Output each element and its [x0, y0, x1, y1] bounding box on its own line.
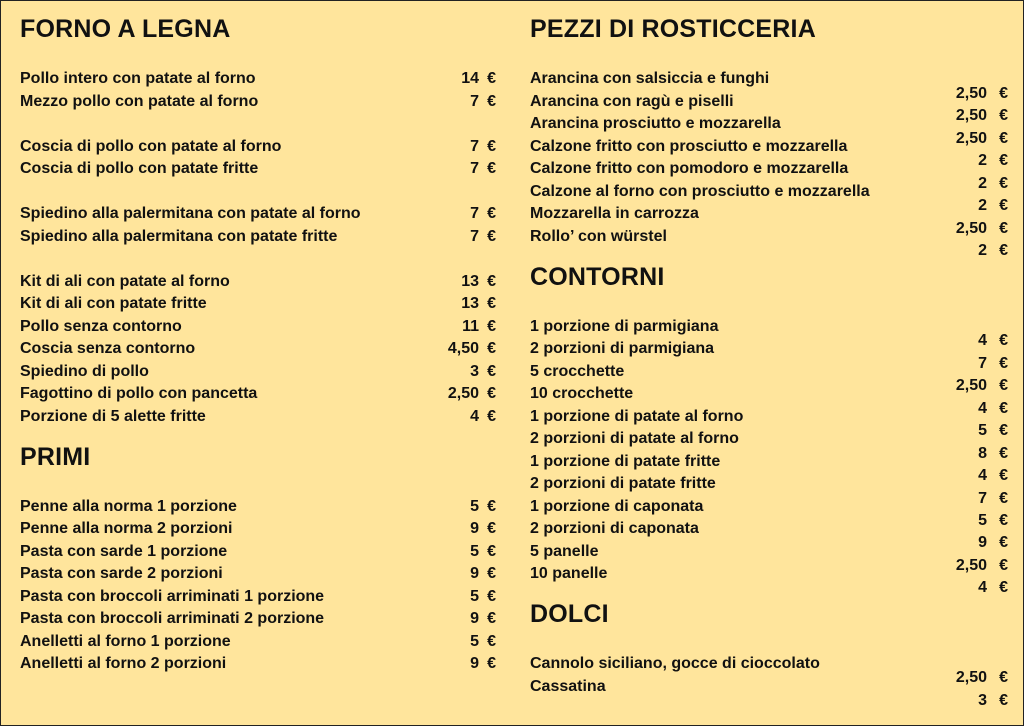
item-name: Kit di ali con patate al forno [20, 273, 230, 290]
item-name: Pollo intero con patate al forno [20, 70, 256, 87]
item-price: 7 € [978, 355, 1008, 372]
item-price: 4 € [470, 408, 496, 425]
menu-item [20, 158, 496, 180]
menu-item [20, 271, 496, 293]
item-price: 2 € [978, 175, 1008, 192]
item-name: 5 crocchette [530, 363, 625, 380]
item-price: 7 € [470, 205, 496, 222]
section-title-primi: PRIMI [20, 443, 91, 471]
menu-item [20, 293, 496, 315]
item-name: 10 panelle [530, 565, 608, 582]
menu-item [20, 316, 496, 338]
item-price: 4,50 € [447, 340, 496, 357]
item-name: 2 porzioni di patate fritte [530, 475, 716, 492]
menu-item [20, 203, 496, 225]
item-price: 13 € [461, 295, 496, 312]
item-price: 9 € [978, 534, 1008, 551]
item-price: 5 € [978, 422, 1008, 439]
item-price: 4 € [978, 467, 1008, 484]
item-price: 5 € [470, 543, 496, 560]
item-price: 2,50 € [955, 220, 1008, 237]
menu-item [20, 361, 496, 383]
menu-item [20, 653, 496, 675]
item-price: 2,50 € [955, 377, 1008, 394]
section-title-forno: FORNO A LEGNA [20, 15, 231, 43]
item-price: 9 € [470, 565, 496, 582]
item-name: Calzone fritto con prosciutto e mozzarella [530, 138, 848, 155]
item-price: 2,50 € [955, 107, 1008, 124]
menu-item [20, 338, 496, 360]
item-name: Calzone al forno con prosciutto e mozzarella [530, 183, 870, 200]
item-name: Coscia di pollo con patate al forno [20, 138, 282, 155]
item-price: 4 € [978, 579, 1008, 596]
menu-item [20, 563, 496, 585]
item-price: 8 € [978, 445, 1008, 462]
menu-item [20, 541, 496, 563]
item-name: Calzone fritto con pomodoro e mozzarella [530, 160, 849, 177]
menu-item [20, 608, 496, 630]
section-title-dolci: DOLCI [530, 600, 609, 628]
menu-item [20, 496, 496, 518]
item-price: 9 € [470, 610, 496, 627]
item-price: 7 € [470, 138, 496, 155]
item-name: Cannolo siciliano, gocce di cioccolato [530, 655, 820, 672]
item-name: Anelletti al forno 2 porzioni [20, 655, 227, 672]
item-name: Mezzo pollo con patate al forno [20, 93, 259, 110]
item-name: 1 porzione di caponata [530, 498, 704, 515]
item-price: 7 € [470, 160, 496, 177]
item-name: 5 panelle [530, 543, 599, 560]
item-name: 1 porzione di patate al forno [530, 408, 744, 425]
item-name: 2 porzioni di patate al forno [530, 430, 739, 447]
item-price: 5 € [470, 633, 496, 650]
item-name: Mozzarella in carrozza [530, 205, 699, 222]
menu-item [20, 91, 496, 113]
item-price: 9 € [470, 520, 496, 537]
item-price: 7 € [978, 490, 1008, 507]
item-name: Pasta con broccoli arriminati 1 porzione [20, 588, 325, 605]
menu-item [20, 383, 496, 405]
item-name: Spiedino alla palermitana con patate al forno [20, 205, 361, 222]
item-price: 2,50 € [447, 385, 496, 402]
item-name: Spiedino alla palermitana con patate fritte [20, 228, 338, 245]
item-price: 2,50 € [955, 85, 1008, 102]
item-name: Pollo senza contorno [20, 318, 182, 335]
menu-item [20, 68, 496, 90]
item-name: Coscia senza contorno [20, 340, 196, 357]
item-price: 2,50 € [955, 557, 1008, 574]
item-name: Arancina con salsiccia e funghi [530, 70, 770, 87]
item-name: 2 porzioni di parmigiana [530, 340, 715, 357]
menu-item [20, 518, 496, 540]
menu-item [20, 226, 496, 248]
item-name: Anelletti al forno 1 porzione [20, 633, 231, 650]
item-name: Arancina con ragù e piselli [530, 93, 734, 110]
item-name: Penne alla norma 2 porzioni [20, 520, 233, 537]
item-price: 3 € [470, 363, 496, 380]
item-price: 9 € [470, 655, 496, 672]
item-name: Cassatina [530, 678, 606, 695]
item-price: 7 € [470, 93, 496, 110]
item-price: 2,50 € [955, 669, 1008, 686]
item-price: 2 € [978, 197, 1008, 214]
item-name: Arancina prosciutto e mozzarella [530, 115, 781, 132]
item-name: Porzione di 5 alette fritte [20, 408, 206, 425]
item-name: Pasta con sarde 2 porzioni [20, 565, 223, 582]
item-name: Rollo’ con würstel [530, 228, 667, 245]
item-name: 2 porzioni di caponata [530, 520, 699, 537]
item-price: 5 € [978, 512, 1008, 529]
item-price: 7 € [470, 228, 496, 245]
item-price: 11 € [462, 318, 496, 335]
item-name: 1 porzione di parmigiana [530, 318, 719, 335]
item-name: Pasta con sarde 1 porzione [20, 543, 228, 560]
item-price: 2 € [978, 152, 1008, 169]
item-name: Pasta con broccoli arriminati 2 porzione [20, 610, 325, 627]
menu-item [20, 406, 496, 428]
item-name: Spiedino di pollo [20, 363, 149, 380]
item-price: 2,50 € [955, 130, 1008, 147]
menu-item [20, 586, 496, 608]
item-price: 13 € [461, 273, 496, 290]
item-price: 4 € [978, 332, 1008, 349]
section-title-rosticceria: PEZZI DI ROSTICCERIA [530, 15, 816, 43]
menu-item [20, 136, 496, 158]
item-price: 5 € [470, 498, 496, 515]
item-name: Penne alla norma 1 porzione [20, 498, 237, 515]
item-name: Coscia di pollo con patate fritte [20, 160, 259, 177]
item-price: 5 € [470, 588, 496, 605]
item-name: Kit di ali con patate fritte [20, 295, 207, 312]
item-name: Fagottino di pollo con pancetta [20, 385, 258, 402]
item-price: 14 € [461, 70, 496, 87]
item-name: 1 porzione di patate fritte [530, 453, 721, 470]
menu-item [20, 631, 496, 653]
item-name: 10 crocchette [530, 385, 634, 402]
item-price: 2 € [978, 242, 1008, 259]
item-price: 3 € [978, 692, 1008, 709]
section-title-contorni: CONTORNI [530, 263, 665, 291]
item-price: 4 € [978, 400, 1008, 417]
